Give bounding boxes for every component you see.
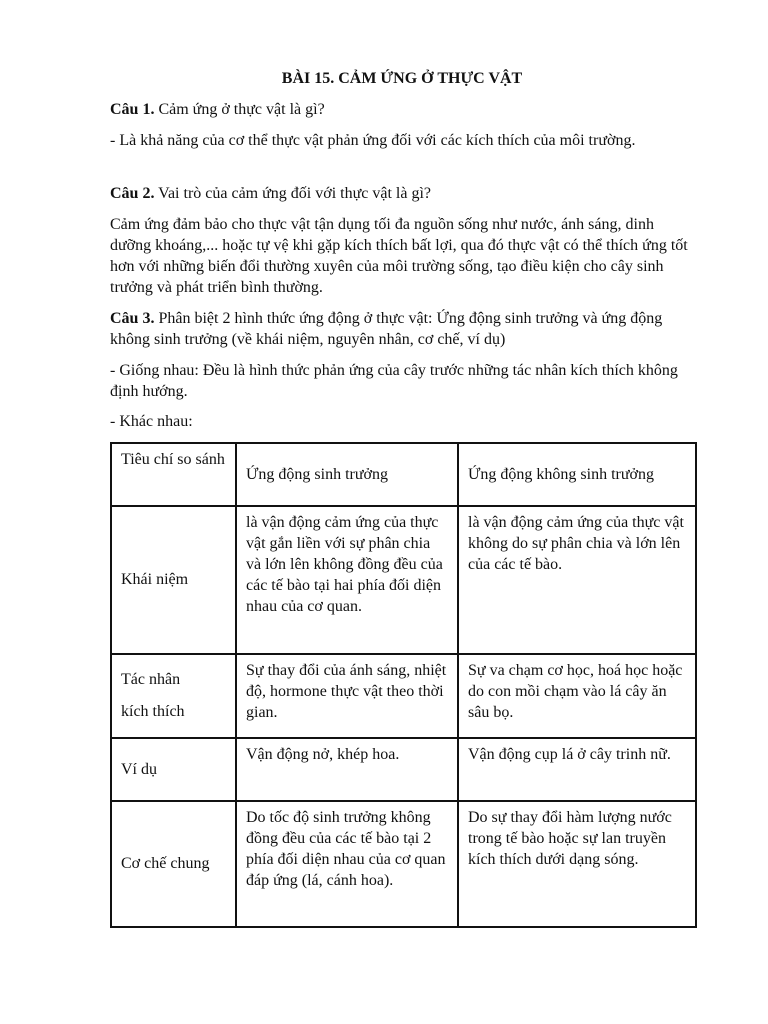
row-growth-cell: là vận động cảm ứng của thực vật gắn liền với sự phân chia và lớn lên không đồng đều của các tế bào tại hai phía đối diện nhau của cơ quan. [236, 506, 458, 654]
answer-1: - Là khả năng của cơ thể thực vật phản ứng đối với các kích thích của môi trường. [110, 132, 636, 149]
header-criterion: Tiêu chí so sánh [111, 443, 236, 506]
row-non-growth-cell: là vận động cảm ứng của thực vật không do sự phân chia và lớn lên của các tế bào. [458, 506, 696, 654]
question-2-label: Câu 2. [110, 185, 155, 202]
table-row [111, 801, 696, 927]
question-1-text: Cảm ứng ở thực vật là gì? [154, 101, 325, 118]
row-growth-cell: Do tốc độ sinh trưởng không đồng đều của các tế bào tại 2 phía đối diện nhau của cơ quan đáp ứng (lá, cánh hoa). [236, 801, 458, 927]
row-criterion [111, 654, 236, 738]
differences-heading: - Khác nhau: [110, 413, 193, 430]
question-2-text: Vai trò của cảm ứng đối với thực vật là gì? [154, 185, 431, 202]
row-growth-cell: Vận động nở, khép hoa. [236, 738, 458, 801]
row-non-growth-cell: Vận động cụp lá ở cây trinh nữ. [458, 738, 696, 801]
row-non-growth-cell: Do sự thay đổi hàm lượng nước trong tế bào hoặc sự lan truyền kích thích dưới dạng sóng. [458, 801, 696, 927]
row-criterion-line-2: kích thích [121, 702, 185, 720]
question-3 [110, 308, 694, 350]
question-3-text: Phân biệt 2 hình thức ứng động ở thực vật: Ứng động sinh trưởng và ứng động không sinh trưởng (về khái niệm, nguyên nhân, cơ chế, ví dụ) [110, 310, 663, 348]
table-header-row [111, 443, 696, 506]
similarities-text: - Giống nhau: Đều là hình thức phản ứng của cây trước những tác nhân kích thích không định hướng. [110, 362, 678, 400]
header-non-growth-nastic: Ứng động không sinh trưởng [458, 443, 696, 506]
answer-2: Cảm ứng đảm bảo cho thực vật tận dụng tối đa nguồn sống như nước, ánh sáng, dinh dưỡng khoáng,... hoặc tự vệ khi gặp kích thích bất lợi, qua đó thực vật có thể thích ứng tốt hơn với những biến đổi thường xuyên của môi trường sống, tạo điều kiện cho cây sinh trưởng và phát triển bình thường. [110, 216, 688, 296]
row-criterion: Cơ chế chung [111, 801, 236, 927]
table-row [111, 506, 696, 654]
header-growth-nastic: Ứng động sinh trưởng [236, 443, 458, 506]
page-title: BÀI 15. CẢM ỨNG Ở THỰC VẬT [281, 70, 523, 87]
row-criterion: Khái niệm [111, 506, 236, 654]
table-row [111, 738, 696, 801]
question-1 [110, 99, 694, 120]
table-row [111, 654, 696, 738]
row-non-growth-cell: Sự va chạm cơ học, hoá học hoặc do con mồi chạm vào lá cây ăn sâu bọ. [458, 654, 696, 738]
question-3-label: Câu 3. [110, 310, 155, 327]
row-growth-cell: Sự thay đổi của ánh sáng, nhiệt độ, hormone thực vật theo thời gian. [236, 654, 458, 738]
question-1-label: Câu 1. [110, 101, 155, 118]
row-criterion: Ví dụ [111, 738, 236, 801]
question-2 [110, 183, 694, 204]
row-criterion-line-1: Tác nhân [121, 670, 181, 688]
comparison-table [110, 442, 697, 928]
